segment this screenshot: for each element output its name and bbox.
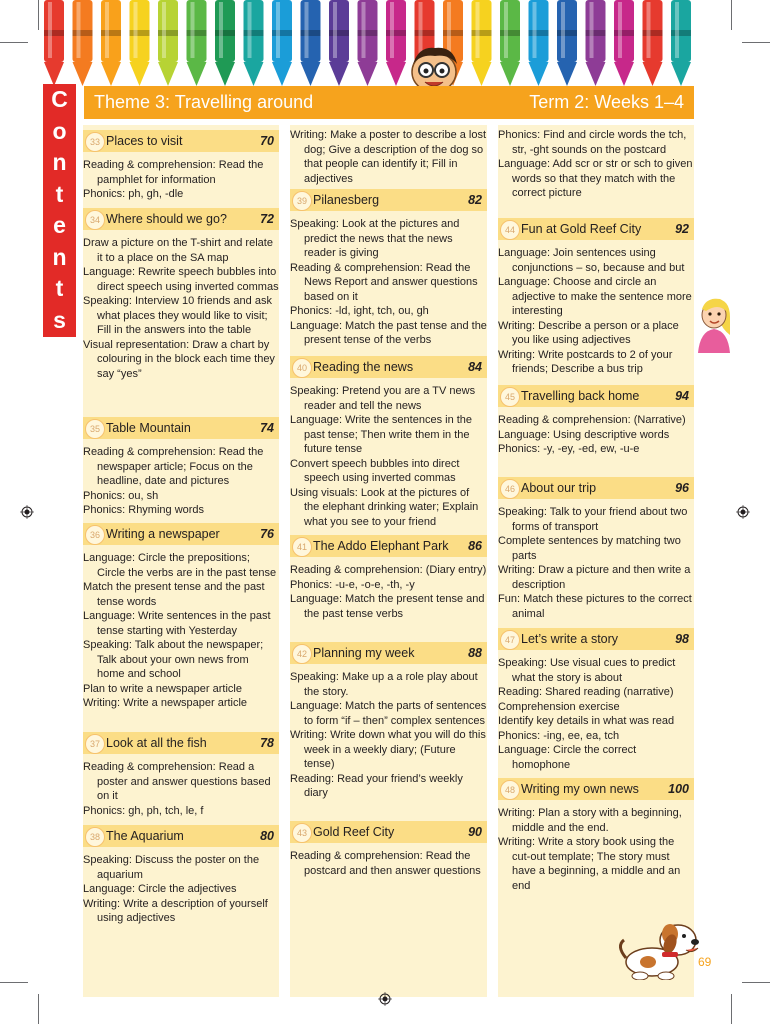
unit-number-badge: 46 <box>500 479 520 499</box>
unit-page-number: 76 <box>260 527 274 541</box>
crayon <box>244 0 264 86</box>
activity-line: Speaking: Talk to your friend about two forms of transport <box>498 506 688 533</box>
entry-header[interactable] <box>498 218 694 240</box>
registration-mark-icon <box>736 505 750 519</box>
contents-entry <box>290 642 487 801</box>
activity-line: Language: Circle the correct homophone <box>498 744 637 771</box>
activity-line: Language: Using descriptive words <box>498 428 670 441</box>
entry-header[interactable] <box>498 628 694 650</box>
activity-line: Language: Match the parts of sentences to form “if – then” complex sentences <box>290 700 487 727</box>
entry-header[interactable] <box>83 130 279 152</box>
unit-title: The Addo Elephant Park <box>313 539 449 553</box>
unit-title: Fun at Gold Reef City <box>521 222 642 236</box>
activity-line: Writing: Write a description of yourself using adjectives <box>83 897 268 924</box>
activity-line: Fun: Match these pictures to the correct animal <box>498 593 692 620</box>
registration-mark-icon <box>20 505 34 519</box>
page-number: 69 <box>698 955 712 969</box>
unit-number-badge: 35 <box>85 419 105 439</box>
unit-number-badge: 37 <box>85 734 105 754</box>
activity-line: Phonics: -y, -ey, -ed, ew, -u-e <box>498 443 640 455</box>
contents-entry <box>83 417 279 518</box>
crayon <box>215 0 235 86</box>
contents-entry <box>498 477 694 621</box>
contents-letter: t <box>55 275 64 301</box>
activity-line: Writing: Describe a person or a place you like using adjectives <box>498 319 679 346</box>
unit-page-number: 84 <box>468 360 482 374</box>
unit-number-badge: 40 <box>292 358 312 378</box>
unit-title: Gold Reef City <box>313 825 395 839</box>
unit-number-badge: 38 <box>85 827 105 847</box>
activity-line: Writing: Write a newspaper article <box>83 697 248 709</box>
entry-header[interactable] <box>290 821 487 843</box>
activity-line: Phonics: ph, gh, -dle <box>83 188 184 200</box>
entry-header[interactable] <box>290 356 487 378</box>
contents-entry <box>83 208 279 381</box>
crop-mark <box>0 982 28 983</box>
activity-line: Speaking: Discuss the poster on the aquarium <box>83 854 260 881</box>
contents-entry <box>290 125 487 186</box>
entry-header[interactable] <box>290 642 487 664</box>
contents-column-2 <box>290 125 487 997</box>
activity-line: Reading & comprehension: Read the News Report and answer questions based on it <box>290 261 478 303</box>
contents-entry <box>83 130 279 202</box>
theme-title: Theme 3: Travelling around <box>94 92 314 112</box>
term-weeks: Term 2: Weeks 1–4 <box>529 92 684 112</box>
activity-line: Phonics: Find and circle words the tch, str, -ght sounds on the postcard <box>498 129 687 156</box>
unit-title: Let’s write a story <box>521 632 619 646</box>
activity-line: Phonics: -ld, ight, tch, ou, gh <box>290 305 429 317</box>
activity-line: Language: Match the past tense and the present tense of the verbs <box>290 319 487 346</box>
activity-line: Using visuals: Look at the pictures of the elephant drinking water; Explain what you see to your friend <box>290 486 479 528</box>
entry-header[interactable] <box>498 385 694 407</box>
registration-mark-icon <box>378 992 392 1006</box>
entry-header[interactable] <box>498 778 694 800</box>
activity-line: Comprehension exercise <box>498 700 620 713</box>
activity-line: Phonics: -u-e, -o-e, -th, -y <box>290 578 415 591</box>
crayon <box>472 0 492 86</box>
unit-page-number: 100 <box>668 782 689 796</box>
activity-line: Reading & comprehension: Read the pamphlet for information <box>83 159 264 186</box>
unit-title: Look at all the fish <box>106 736 207 750</box>
unit-page-number: 86 <box>468 539 482 553</box>
contents-entry <box>498 218 694 377</box>
contents-column-3 <box>498 125 694 997</box>
activity-line: Speaking: Interview 10 friends and ask what places they would like to visit; Fill in the answers into the table <box>83 295 272 336</box>
unit-number-badge: 36 <box>85 525 105 545</box>
activity-line: Writing: Write postcards to 2 of your friends; Describe a bus trip <box>498 348 673 375</box>
crayon <box>643 0 663 86</box>
activity-line: Language: Circle the adjectives <box>83 883 237 895</box>
crayon <box>614 0 634 86</box>
entry-header[interactable] <box>290 189 487 211</box>
contents-column-1 <box>83 125 279 997</box>
entry-header[interactable] <box>83 732 279 754</box>
activity-line: Phonics: gh, ph, tch, le, f <box>83 804 204 817</box>
girl-illustration <box>692 295 732 353</box>
entry-header[interactable] <box>83 208 279 230</box>
entry-header[interactable] <box>83 417 279 439</box>
unit-number-badge: 44 <box>500 220 520 240</box>
contents-entry <box>498 628 694 772</box>
unit-number-badge: 45 <box>500 387 520 407</box>
activity-line: Language: Choose and circle an adjective to make the sentence more interesting <box>498 276 692 317</box>
contents-entry <box>290 535 487 621</box>
crayon <box>500 0 520 86</box>
crop-mark <box>0 42 28 43</box>
unit-title: Writing my own news <box>521 782 639 796</box>
activity-line: Phonics: -ing, ee, ea, tch <box>498 729 620 742</box>
unit-page-number: 80 <box>260 829 274 843</box>
unit-page-number: 92 <box>675 222 689 236</box>
unit-title: Writing a newspaper <box>106 527 220 541</box>
unit-number-badge: 43 <box>292 823 312 843</box>
crayon <box>130 0 150 86</box>
activity-line: Language: Rewrite speech bubbles into direct speech using inverted commas <box>83 266 279 293</box>
activity-line: Convert speech bubbles into direct speech using inverted commas <box>290 457 460 484</box>
crop-mark <box>38 0 39 30</box>
crayon <box>671 0 691 86</box>
contents-entry <box>83 732 279 818</box>
activity-line: Language: Match the present tense and the past tense verbs <box>290 593 485 620</box>
crayon <box>187 0 207 86</box>
crayon <box>158 0 178 86</box>
unit-title: Table Mountain <box>106 421 191 435</box>
entry-header[interactable] <box>290 535 487 557</box>
unit-number-badge: 39 <box>292 191 312 211</box>
crayon <box>272 0 292 86</box>
activity-line: Visual representation: Draw a chart by colouring in the block each time they say “yes” <box>83 338 275 380</box>
activity-line: Reading & comprehension: Read the newspaper article; Focus on the headline, date and pictures <box>83 446 264 487</box>
unit-page-number: 98 <box>675 632 689 646</box>
crayon <box>586 0 606 86</box>
contents-entry <box>83 825 279 926</box>
activity-line: Language: Join sentences using conjunctions – so, because and but <box>498 247 685 274</box>
crop-mark <box>731 994 732 1024</box>
crop-mark <box>38 994 39 1024</box>
crop-mark <box>742 42 770 43</box>
activity-line: Reading & comprehension: (Narrative) <box>498 414 686 426</box>
activity-line: Identify key details in what was read <box>498 715 675 727</box>
crayon <box>301 0 321 86</box>
activity-line: Language: Add scr or str or sch to given words so that they match with the correct picture <box>498 158 693 199</box>
activity-line: Speaking: Use visual cues to predict what the story is about <box>498 657 676 684</box>
unit-number-badge: 42 <box>292 644 312 664</box>
unit-title: Places to visit <box>106 134 183 148</box>
contents-letter: n <box>52 149 67 175</box>
activity-line: Writing: Draw a picture and then write a description <box>498 564 691 591</box>
entry-header[interactable] <box>498 477 694 499</box>
unit-page-number: 78 <box>260 736 274 750</box>
contents-letter: C <box>51 86 68 112</box>
unit-title: The Aquarium <box>106 829 184 843</box>
unit-title: Planning my week <box>313 646 415 660</box>
activity-line: Language: Circle the prepositions; Circle the verbs are in the past tense <box>83 552 277 579</box>
contents-entry <box>498 125 694 201</box>
crayon <box>329 0 349 86</box>
unit-number-badge: 47 <box>500 630 520 650</box>
crop-mark <box>742 982 770 983</box>
activity-line: Language: Write sentences in the past tense starting with Yesterday <box>83 610 271 637</box>
dog-illustration <box>612 918 708 980</box>
entry-header[interactable] <box>83 825 279 847</box>
unit-title: About our trip <box>521 481 597 495</box>
crayon <box>44 0 64 86</box>
unit-page-number: 72 <box>260 212 274 226</box>
activity-line: Draw a picture on the T-shirt and relate it to a place on the SA map <box>83 237 273 264</box>
contents-vertical-title <box>43 84 76 337</box>
activity-line: Reading & comprehension: Read the postcard and then answer questions <box>290 850 481 877</box>
activity-line: Writing: Make a poster to describe a lost dog; Give a description of the dog so that people can identify it; Fill in adjectives <box>290 129 487 185</box>
unit-page-number: 88 <box>468 646 482 660</box>
activity-line: Writing: Write down what you will do this week in a weekly diary; (Future tense) <box>290 729 486 770</box>
contents-entry <box>498 778 694 893</box>
unit-title: Travelling back home <box>521 389 640 403</box>
crayon <box>73 0 93 86</box>
activity-line: Reading & comprehension: Read a poster and answer questions based on it <box>83 761 271 802</box>
crayon <box>358 0 378 86</box>
crop-mark <box>731 0 732 30</box>
unit-page-number: 82 <box>468 193 482 207</box>
contents-entry <box>290 356 487 529</box>
crayon <box>557 0 577 86</box>
unit-page-number: 74 <box>260 421 274 435</box>
unit-number-badge: 34 <box>85 210 105 230</box>
activity-line: Speaking: Pretend you are a TV news reader and tell the news <box>290 385 476 412</box>
activity-line: Speaking: Talk about the newspaper; Talk about your own news from home and school <box>83 639 264 680</box>
unit-title: Reading the news <box>313 360 414 374</box>
activity-line: Reading: Shared reading (narrative) <box>498 686 674 698</box>
activity-line: Phonics: Rhyming words <box>83 504 205 516</box>
activity-line: Match the present tense and the past tense words <box>83 581 265 608</box>
contents-letter: n <box>52 243 67 270</box>
activity-line: Writing: Plan a story with a beginning, middle and the end. <box>498 807 682 834</box>
unit-page-number: 90 <box>468 825 482 839</box>
activity-line: Plan to write a newspaper article <box>83 682 242 695</box>
activity-line: Language: Write the sentences in the past tense; Then write them in the future tense <box>290 414 473 455</box>
unit-number-badge: 33 <box>85 132 105 152</box>
activity-line: Reading: Read your friend’s weekly diary <box>290 772 463 799</box>
unit-page-number: 70 <box>260 134 274 148</box>
unit-page-number: 96 <box>675 481 689 495</box>
activity-line: Complete sentences by matching two parts <box>498 535 681 562</box>
contents-entry <box>290 189 487 348</box>
crayon <box>386 0 406 86</box>
activity-line: Speaking: Look at the pictures and predict the news that the news reader is giving <box>290 218 460 259</box>
activity-line: Speaking: Make up a a role play about the story. <box>290 671 478 698</box>
unit-page-number: 94 <box>675 389 689 403</box>
crayons-decoration <box>40 0 700 92</box>
unit-title: Where should we go? <box>106 212 227 226</box>
unit-title: Pilanesberg <box>313 193 380 207</box>
entry-header[interactable] <box>83 523 279 545</box>
contents-entry <box>290 821 487 878</box>
crayon <box>101 0 121 86</box>
contents-letter: e <box>53 212 66 238</box>
contents-letter: o <box>52 117 67 144</box>
unit-number-badge: 48 <box>500 780 520 800</box>
theme-banner <box>84 86 694 119</box>
activity-line: Reading & comprehension: (Diary entry) <box>290 564 487 576</box>
unit-number-badge: 41 <box>292 537 312 557</box>
contents-entry <box>498 385 694 457</box>
contents-letter: t <box>55 180 64 207</box>
activity-line: Phonics: ou, sh <box>83 489 159 502</box>
crayon <box>529 0 549 86</box>
contents-letter: s <box>53 306 66 333</box>
contents-entry <box>83 523 279 711</box>
activity-line: Writing: Write a story book using the cut-out template; The story must have a beginning, a middle and an end <box>498 836 681 892</box>
